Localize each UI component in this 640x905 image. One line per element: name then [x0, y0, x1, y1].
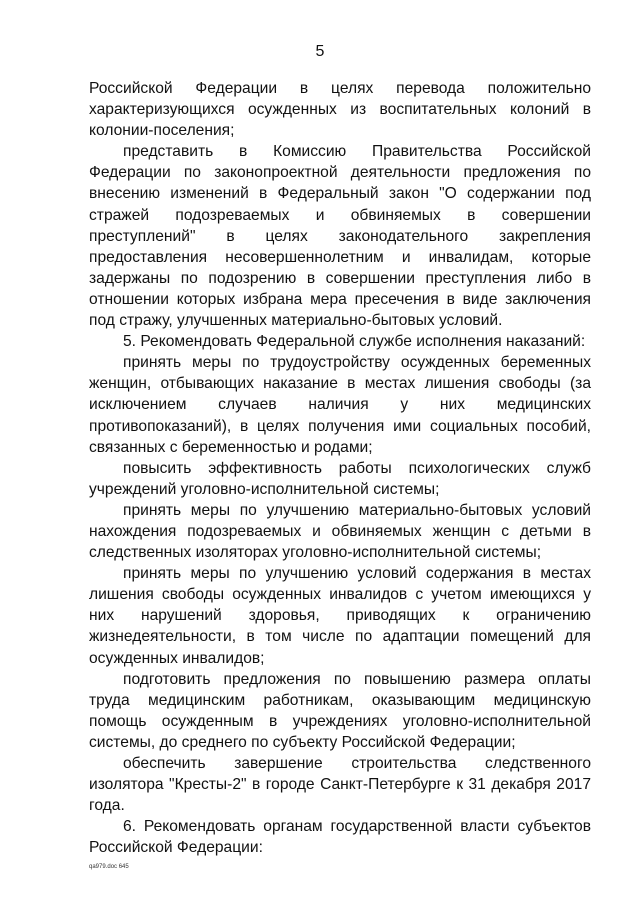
- paragraph-women-with-children: принять меры по улучшению материально-бытовых условий нахождения подозреваемых и обвиняемых женщин с детьми в следственных изоляторах уголовно-исполнительной системы;: [89, 501, 591, 562]
- footer-document-code: qa979.doc 645: [89, 864, 129, 870]
- paragraph-item-5-heading: 5. Рекомендовать Федеральной службе исполнения наказаний:: [123, 333, 586, 351]
- document-body: [89, 78, 591, 858]
- paragraph-kresty-2: обеспечить завершение строительства следственного изолятора "Кресты-2" в городе Санкт-Петербурге к 31 декабря 2017 года.: [89, 755, 591, 815]
- paragraph-continuation: Российской Федерации в целях перевода положительно характеризующихся осужденных из воспитательных колоний в колонии-поселения;: [89, 80, 591, 140]
- paragraph-medical-salaries: подготовить предложения по повышению размера оплаты труда медицинским работникам, оказывающим медицинскую помощь осужденным в учреждениях уголовно-исполнительной системы, до среднего по субъекту Российской Федерации;: [89, 670, 591, 751]
- paragraph-commission-proposal: представить в Комиссию Правительства Российской Федерации по законопроектной деятельности предложения по внесению изменений в Федеральный закон "О содержании под стражей подозреваемых и обвиняемых в совершении преступлений" в целях законодательного закрепления предоставления несовершеннолетним и инвалидам, которые задержаны по подозрению в совершении преступления либо в отношении которых избрана мера пресечения в виде заключения под стражу, улучшенных материально-бытовых условий.: [89, 143, 591, 330]
- paragraph-item-6-heading: 6. Рекомендовать органам государственной власти субъектов Российской Федерации:: [89, 818, 591, 857]
- paragraph-psychological-services: повысить эффективность работы психологических служб учреждений уголовно-исполнительной системы;: [89, 459, 591, 498]
- page-number: 5: [315, 43, 325, 60]
- paragraph-employment-pregnant: принять меры по трудоустройству осужденных беременных женщин, отбывающих наказание в местах лишения свободы (за исключением случаев наличия у них медицинских противопоказаний), в целях получения ими социальных пособий, связанных с беременностью и родами;: [89, 354, 591, 456]
- paragraph-disabled-conditions: принять меры по улучшению условий содержания в местах лишения свободы осужденных инвалидов с учетом имеющихся у них нарушений здоровья, приводящих к ограничению жизнедеятельности, в том числе по адаптации помещений для осужденных инвалидов;: [89, 565, 591, 667]
